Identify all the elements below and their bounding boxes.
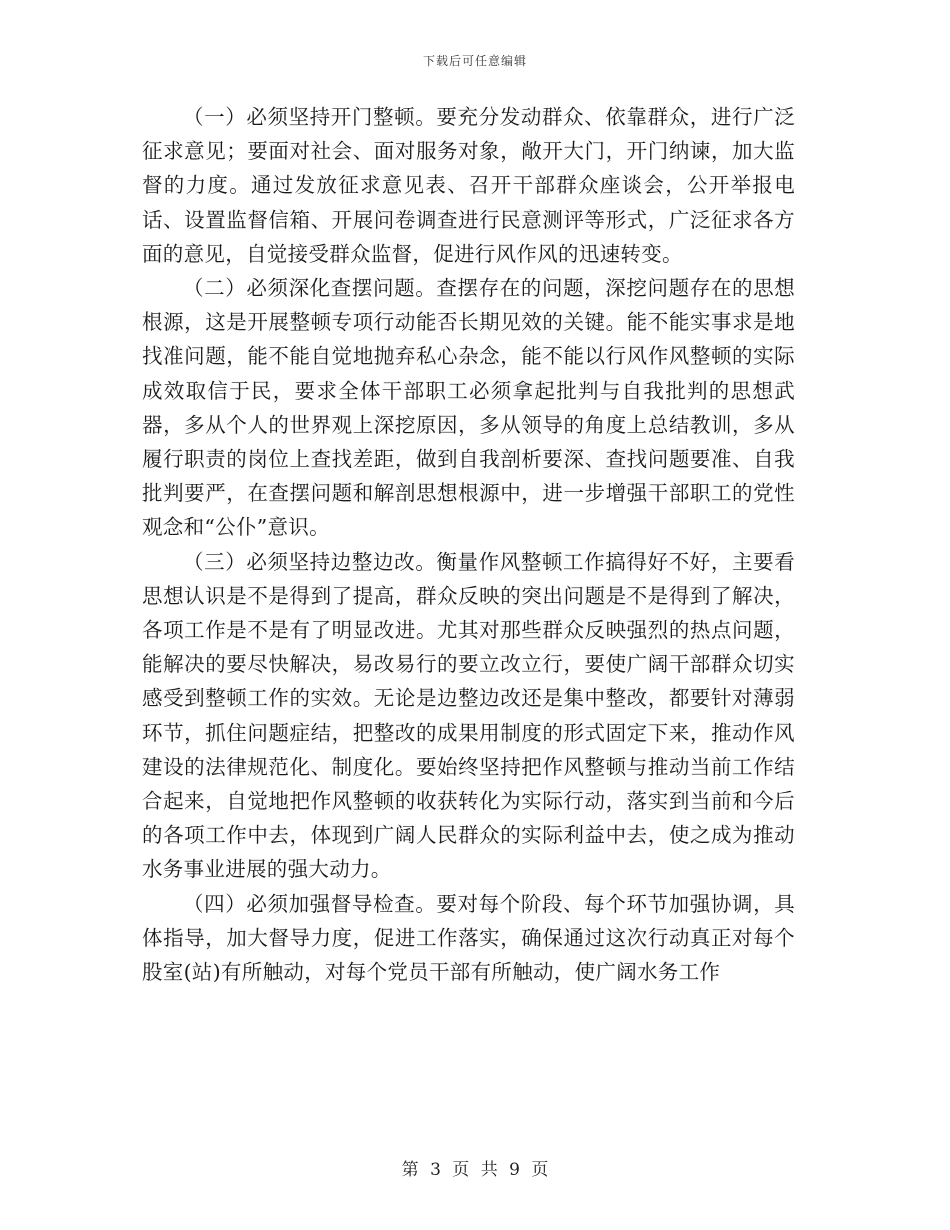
paragraph-2: （二）必须深化查摆问题。查摆存在的问题，深挖问题存在的思想根源，这是开展整顿专项行动能否长期见效的关键。能不能实事求是地找准问题，能不能自觉地抛弃私心杂念，能不能以行风作风整顿的实际成效取信于民，要求全体干部职工必须拿起批判与自我批判的思想武器，多从个人的世界观上深挖原因，多从领导的角度上总结教训，多从履行职责的岗位上查找差距，做到自我剖析要深、查找问题要准、自我批判要严，在查摆问题和解剖思想根源中，进一步增强干部职工的党性观念和“公仆”意识。 [142,276,795,540]
page-number: 第 3 页 共 9 页 [401,1160,549,1180]
document-body [142,100,795,989]
paragraph-4: （四）必须加强督导检查。要对每个阶段、每个环节加强协调，具体指导，加大督导力度，促进工作落实，确保通过这次行动真正对每个股室(站)有所触动，对每个党员干部有所触动，使广阔水务工作 [142,891,795,985]
page-header: 下载后可任意编辑 [422,54,527,68]
paragraph-1: （一）必须坚持开门整顿。要充分发动群众、依靠群众，进行广泛征求意见；要面对社会、面对服务对象，敞开大门，开门纳谏，加大监督的力度。通过发放征求意见表、召开干部群众座谈会，公开举报电话、设置监督信箱、开展问卷调查进行民意测评等形式，广泛征求各方面的意见，自觉接受群众监督，促进行风作风的迅速转变。 [142,105,795,266]
paragraph-3: （三）必须坚持边整边改。衡量作风整顿工作搞得好不好，主要看思想认识是不是得到了提高，群众反映的突出问题是不是得到了解决，各项工作是不是有了明显改进。尤其对那些群众反映强烈的热点问题，能解决的要尽快解决，易改易行的要立改立行，要使广阔干部群众切实感受到整顿工作的实效。无论是边整边改还是集中整改，都要针对薄弱环节，抓住问题症结，把整改的成果用制度的形式固定下来，推动作风建设的法律规范化、制度化。要始终坚持把作风整顿与推动当前工作结合起来，自觉地把作风整顿的收获转化为实际行动，落实到当前和今后的各项工作中去，体现到广阔人民群众的实际利益中去，使之成为推动水务事业进展的强大动力。 [142,549,795,882]
